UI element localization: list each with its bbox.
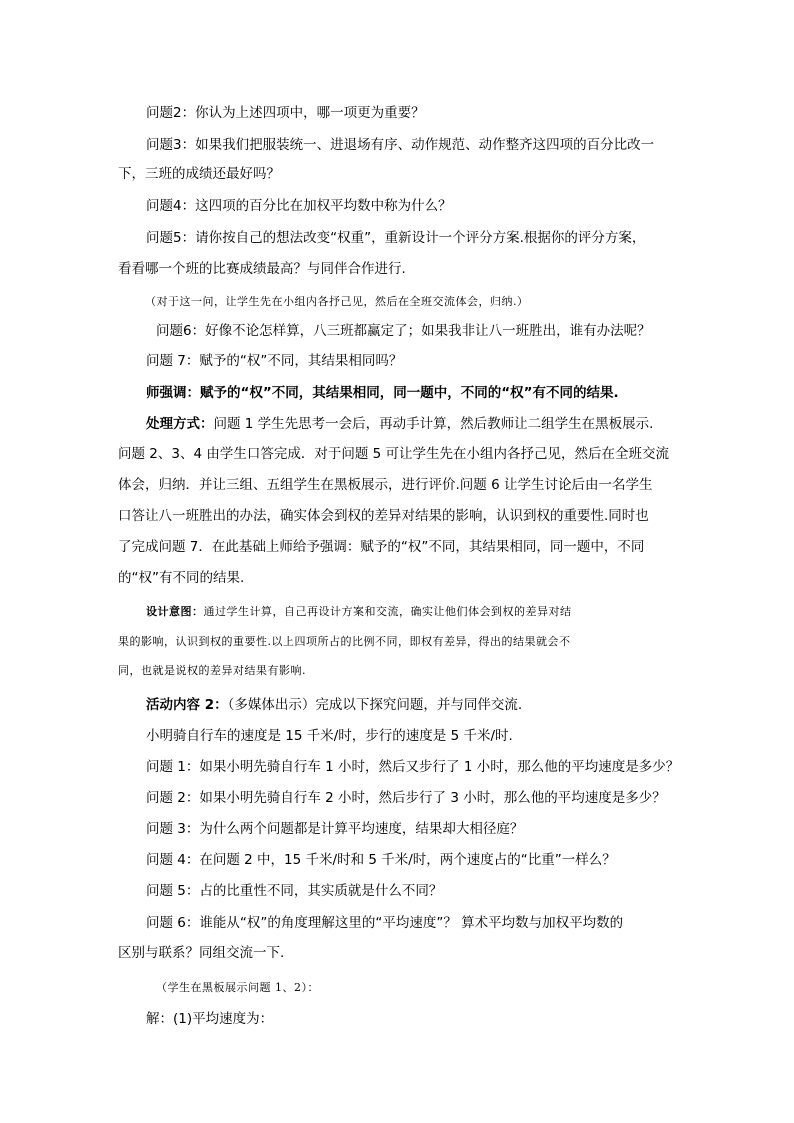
problem-5: 问题 5：占的比重性不同，其实质就是什么不同？ (146, 883, 443, 899)
question-3-line-1: 问题3：如果我们把服装统一、进退场有序、动作规范、动作整齐这四项的百分比改一 (146, 137, 655, 153)
question-5-line-1: 问题5：请你按自己的想法改变“权重”，重新设计一个评分方案.根据你的评分方案， (146, 230, 646, 246)
problem-4: 问题 4：在问题 2 中，15 千米/时和 5 千米/时，两个速度占的“比重”一样么？ (146, 852, 616, 868)
design-line-3: 同，也就是说权的差异对结果有影响. (118, 664, 306, 677)
teacher-note-2: （学生在黑板展示问题 1、2）： (156, 981, 319, 994)
problem-6-line-2: 区别与联系？同组交流一下. (118, 945, 285, 961)
question-5-line-2: 看看哪一个班的比赛成绩最高？与同伴合作进行. (118, 261, 406, 277)
method-line-2: 问题 2、3、4 由学生口答完成．对于问题 5 可让学生先在小组内各抒己见，然后在全班交流 (118, 446, 670, 462)
method-line-5: 了完成问题 7．在此基础上师给予强调：赋予的“权”不同，其结果相同，同一题中，不同 (118, 539, 645, 555)
method-line-1 (146, 415, 706, 433)
activity-label: 活动内容 2： (146, 697, 228, 713)
design-line-1 (146, 603, 706, 621)
method-text-1: 问题 1 学生先思考一会后，再动手计算，然后教师让二组学生在黑板展示. (213, 416, 654, 432)
method-line-6: 的“权”有不同的结果. (118, 570, 245, 586)
problem-1: 问题 1：如果小明先骑自行车 1 小时，然后又步行了 1 小时，那么他的平均速度是多少？ (146, 759, 680, 775)
activity-text: （多媒体出示）完成以下探究问题，并与同伴交流. (227, 697, 523, 713)
method-line-4: 口答让八一班胜出的办法，确实体会到权的差异对结果的影响，认识到权的重要性.同时也 (118, 508, 649, 524)
question-7: 问题 7：赋予的“权”不同，其结果相同吗？ (146, 353, 403, 369)
problem-2: 问题 2：如果小明先骑自行车 2 小时，然后步行了 3 小时，那么他的平均速度是多少？ (146, 790, 666, 806)
question-2: 问题2：你认为上述四项中，哪一项更为重要？ (146, 105, 425, 121)
design-label: 设计意图： (146, 605, 204, 618)
solution-start: 解：(1)平均速度为： (146, 1011, 274, 1027)
teacher-note-1: （对于这一问，让学生先在小组内各抒己见，然后在全班交流体会，归纳.） (145, 295, 529, 308)
activity-2-line (146, 696, 706, 714)
design-text-1: 通过学生计算，自己再设计方案和交流，确实让他们体会到权的差异对结 (203, 605, 572, 618)
question-4: 问题4：这四项的百分比在加权平均数中称为什么？ (146, 198, 452, 214)
method-label: 处理方式： (146, 416, 214, 432)
speed-intro: 小明骑自行车的速度是 15 千米/时，步行的速度是 5 千米/时. (146, 728, 513, 744)
teacher-emphasis: 师强调：赋予的“权”不同，其结果相同，同一题中，不同的“权”有不同的结果. (146, 385, 619, 401)
problem-3: 问题 3：为什么两个问题都是计算平均速度，结果却大相径庭？ (146, 821, 524, 837)
problem-6-line-1: 问题 6：谁能从“权”的角度理解这里的“平均速度”？ 算术平均数与加权平均数的 (146, 915, 624, 931)
design-line-2: 果的影响，认识到权的重要性.以上四项所占的比例不同，即权有差异，得出的结果就会不 (118, 635, 571, 648)
question-6: 问题6：好像不论怎样算，八三班都赢定了；如果我非让八一班胜出，谁有办法呢？ (156, 323, 651, 339)
question-3-line-2: 下，三班的成绩还最好吗？ (118, 166, 280, 182)
method-line-3: 体会，归纳．并让三组、五组学生在黑板展示，进行评价.问题 6 让学生讨论后由一名学生 (118, 477, 653, 493)
